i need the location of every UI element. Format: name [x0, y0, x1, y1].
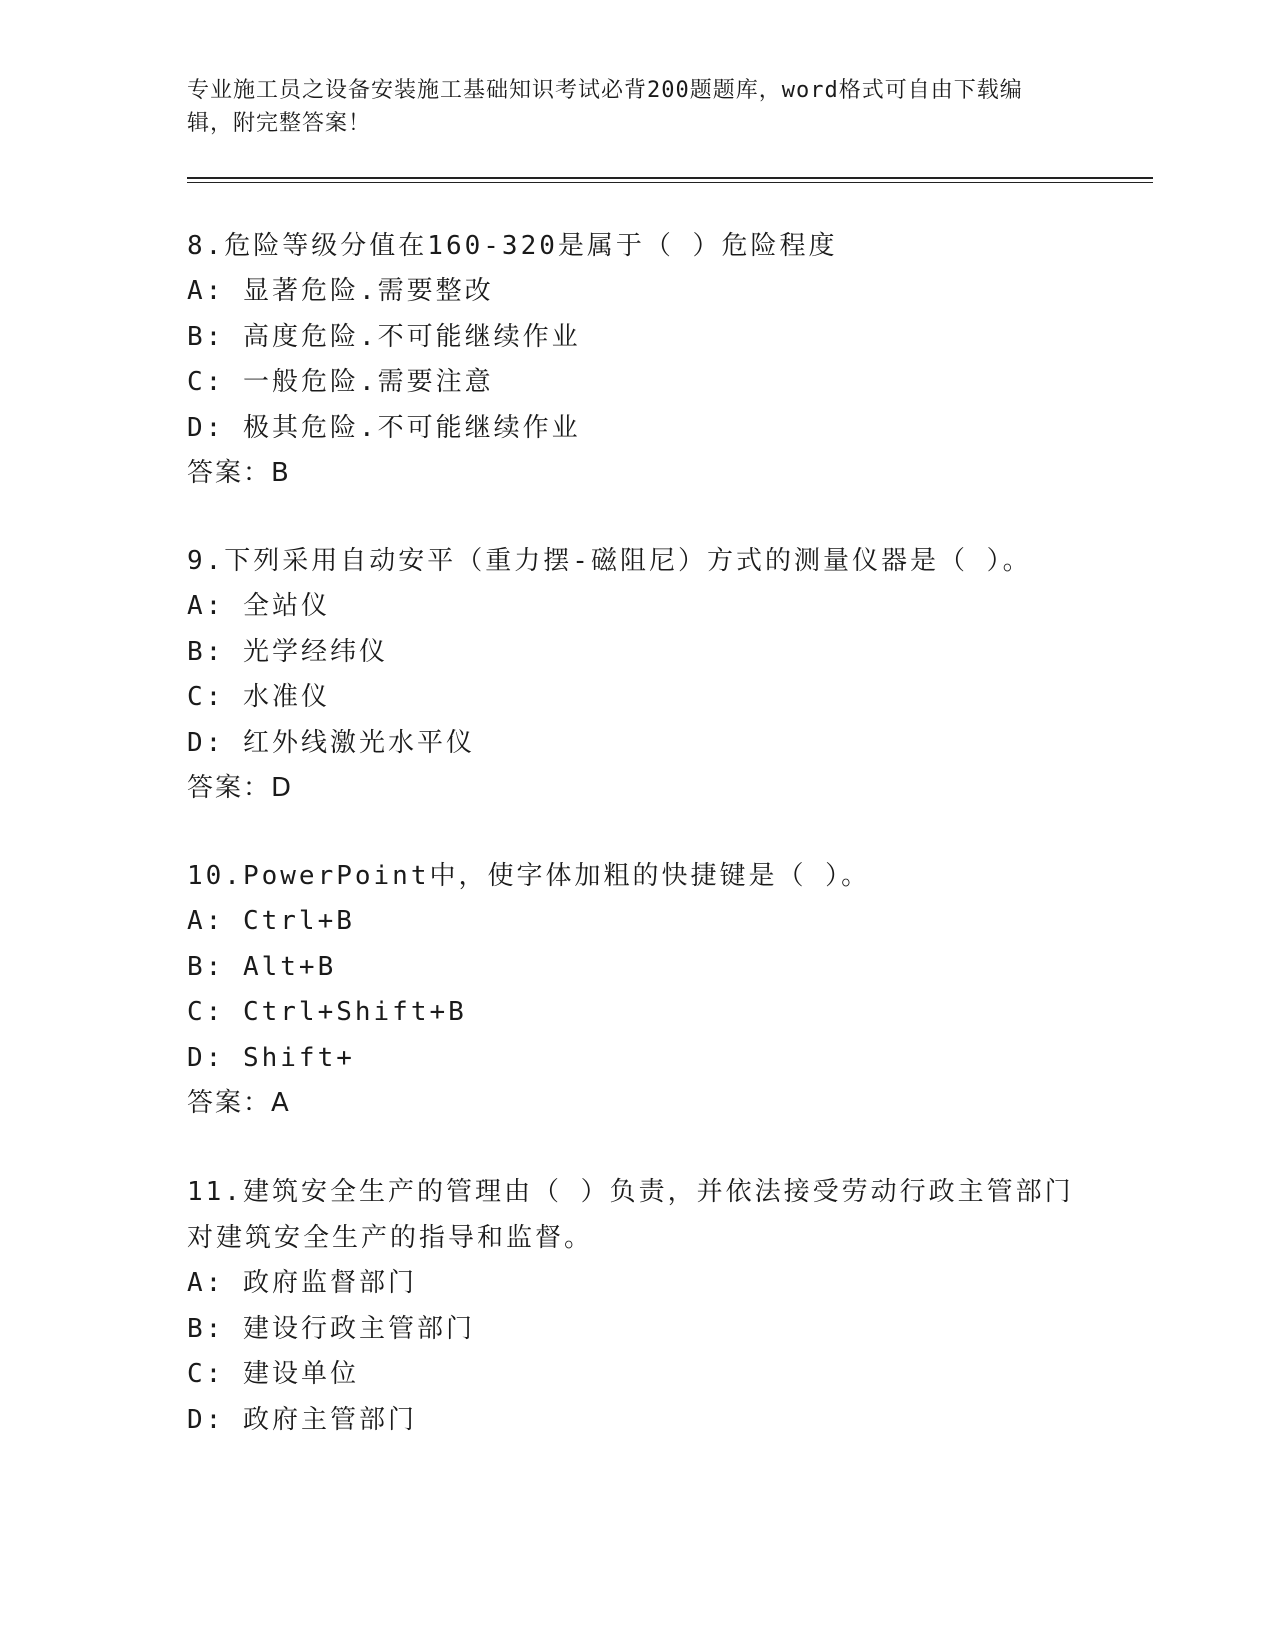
option-b: B: 建设行政主管部门 — [187, 1313, 475, 1344]
question-title: 10.PowerPoint中，使字体加粗的快捷键是（ ）。 — [187, 861, 871, 891]
answer-text: 答案：B — [187, 458, 291, 488]
question-8 — [187, 223, 1087, 496]
option-c: C: 建设单位 — [187, 1359, 359, 1389]
option-c: C: 水准仪 — [187, 682, 330, 712]
question-9 — [187, 538, 1087, 811]
question-title: 8.危险等级分值在160-320是属于（ ）危险程度 — [187, 231, 838, 261]
option-c: C: 一般危险.需要注意 — [187, 367, 494, 397]
question-title: 11.建筑安全生产的管理由（ ）负责，并依法接受劳动行政主管部门对建筑安全生产的指导和监督。 — [187, 1177, 1074, 1253]
option-b: B: 高度危险.不可能继续作业 — [187, 321, 581, 352]
answer-text: 答案：A — [187, 1088, 291, 1118]
answer-text: 答案：D — [187, 773, 294, 803]
header-divider-thin — [187, 182, 1153, 183]
option-b: B: 光学经纬仪 — [187, 636, 388, 667]
question-10 — [187, 853, 1087, 1126]
option-a: A: 政府监督部门 — [187, 1268, 417, 1298]
question-title: 9.下列采用自动安平（重力摆-磁阻尼）方式的测量仪器是（ ）。 — [187, 546, 1032, 576]
document-header: 专业施工员之设备安装施工基础知识考试必背200题题库，word格式可自由下载编辑，附完整答案！ — [187, 78, 1023, 136]
header-divider-thick — [187, 177, 1153, 179]
option-d: D: 政府主管部门 — [187, 1404, 417, 1435]
question-11 — [187, 1169, 1087, 1443]
option-d: D: Shift+ — [187, 1042, 355, 1073]
option-a: A: 全站仪 — [187, 591, 330, 621]
option-b: B: Alt+B — [187, 951, 337, 982]
option-c: C: Ctrl+Shift+B — [187, 997, 467, 1027]
option-a: A: 显著危险.需要整改 — [187, 276, 494, 306]
option-a: A: Ctrl+B — [187, 906, 355, 936]
option-d: D: 红外线激光水平仪 — [187, 727, 475, 758]
option-d: D: 极其危险.不可能继续作业 — [187, 412, 581, 443]
